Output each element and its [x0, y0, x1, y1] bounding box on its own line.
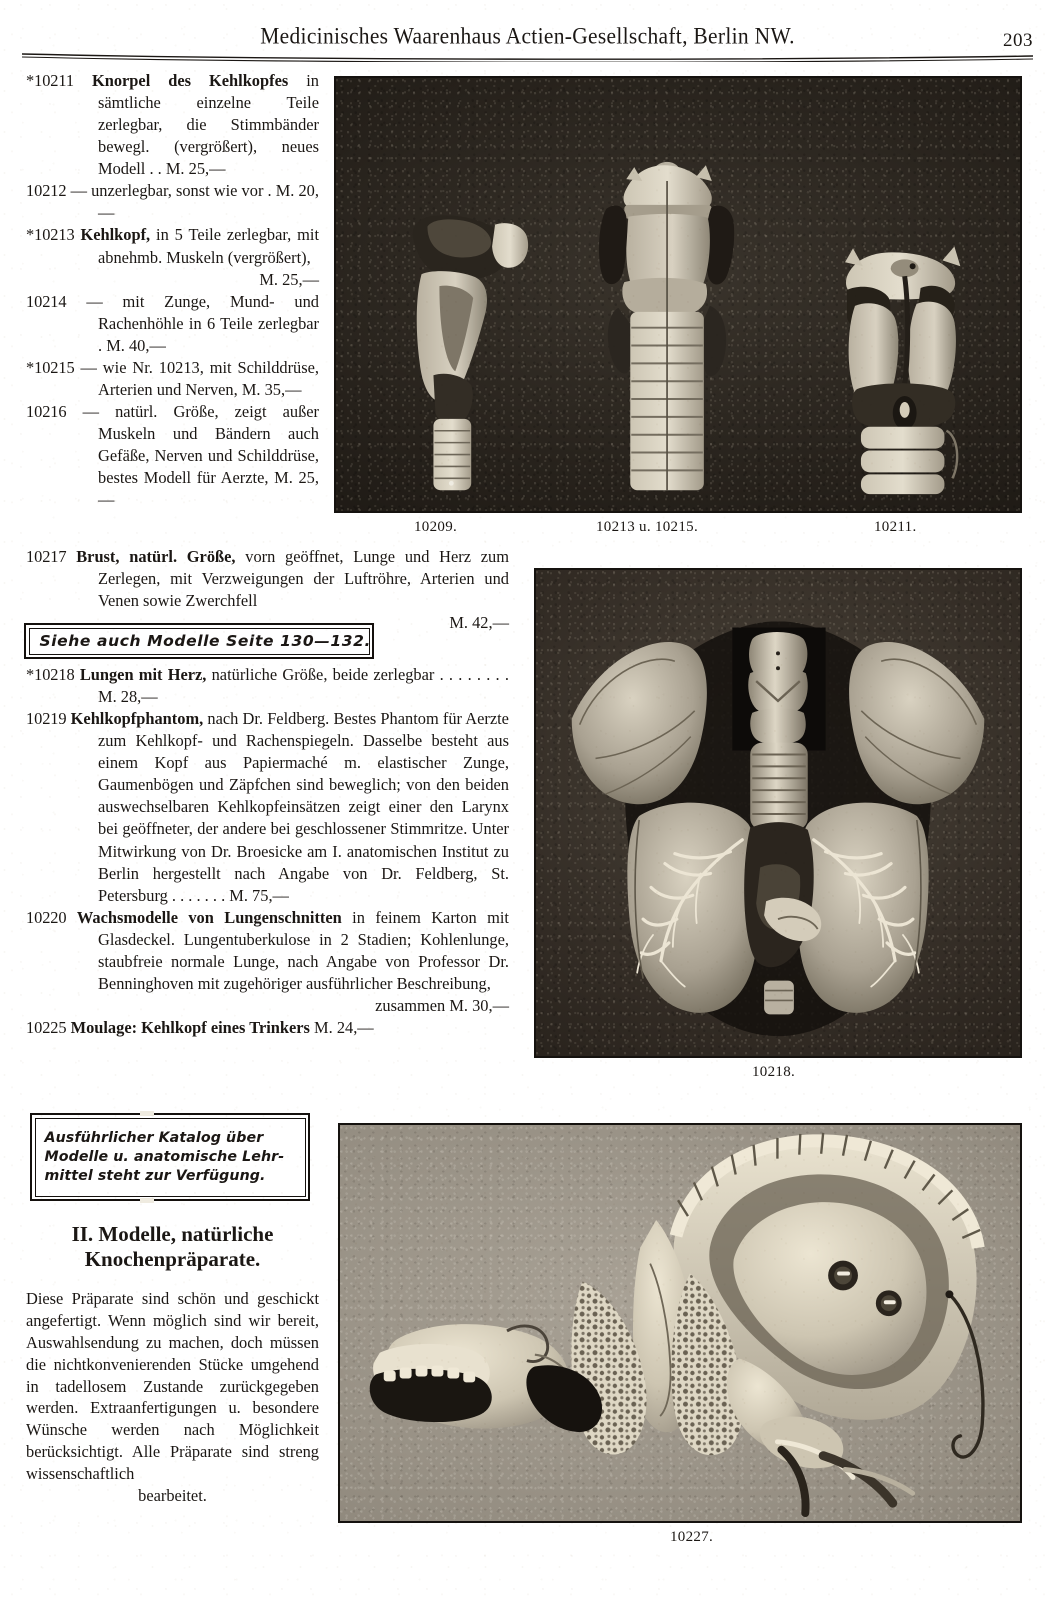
box-border-break-bottom: [140, 1198, 154, 1203]
catalog-column-wide-bottom: [26, 664, 509, 1039]
entry-number: 10225: [26, 1018, 67, 1037]
catalog-entry-10212: [26, 180, 319, 224]
entry-title: Knorpel des Kehlkopfes: [91, 71, 289, 90]
running-head-title: Medicinisches Waarenhaus Actien-Gesellschaft, Berlin NW.: [260, 23, 795, 49]
entry-number: 10214: [26, 291, 67, 311]
entry-title: Lungen mit Herz,: [79, 665, 207, 684]
catalog-entry-10215: [26, 357, 319, 401]
entry-body: in 5 Teile zerlegbar, mit abnehmb. Muskeln (vergrößert),: [98, 225, 319, 267]
entry-body: — natürl. Größe, zeigt außer Muskeln und Bändern auch Gefäße, Nerven und Schilddrüse, bestes Modell für Aerzte,: [82, 401, 320, 488]
entry-price: M. 24,—: [314, 1018, 374, 1037]
entry-price: M. 42,—: [449, 613, 509, 633]
entry-body: nach Dr. Feldberg. Bestes Phantom für Aerzte zum Kehlkopf- und Rachenspiegeln. Dasselbe besteht aus einem Kopf aus Papiermaché m. elastischer Zunge, Gaumenbögen und Zäpfchen sind beweglich; von den beiden auswechselbaren Kehlkopfeinsätzen zeigt einer den Larynx bei geöffneter, der andere bei geschlossener Stimmritze. Unter Mitwirkung von Dr. Broesicke am I. anatomischen Institut zu Berlin hergestellt nach Angabe von Dr. Feldberg, St. Petersburg . . . . . . .: [98, 709, 509, 905]
catalog-entry-10213: [26, 224, 319, 290]
figure-caption-10209: 10209.: [414, 519, 458, 535]
entry-number: *10218: [26, 665, 75, 684]
entry-body: in feinem Karton mit Glasdeckel. Lungentuberkulose in 2 Stadien; Kohlenlunge, staubfreie normale Lunge, nach Angabe von Professor Dr. Benninghoven mit zugehöriger ausführlicher Beschreibung,: [98, 907, 509, 993]
section-heading-line-2: Knochenpräparate.: [84, 1247, 261, 1272]
entry-price: M. 28,—: [98, 687, 158, 707]
entry-price: M. 25,—: [259, 269, 319, 289]
catalog-offer-line-3: mittel steht zur Verfügung.: [44, 1168, 266, 1185]
lung-model-illustration: [536, 570, 1020, 1056]
header-rule: [22, 52, 1033, 62]
box-border-break-top: [140, 1111, 154, 1116]
entry-price: M. 40,—: [106, 335, 166, 355]
entry-number: 10220: [26, 907, 67, 927]
catalog-column-narrow: [26, 70, 319, 511]
entry-body: — wie Nr. 10213, mit Schilddrüse, Arterien und Nerven,: [80, 357, 320, 399]
figure-bone-preparation: [338, 1123, 1022, 1545]
entry-number: 10212: [26, 181, 67, 201]
page-number: 203: [1003, 30, 1033, 51]
catalog-entry-10211: [26, 70, 319, 180]
catalog-offer-line-2: Modelle u. anatomische Lehr-: [44, 1148, 285, 1165]
catalog-entry-10220: [26, 907, 509, 1017]
catalog-column-wide-top: [26, 546, 509, 634]
section-body-text: Diese Präparate sind schön und geschickt angefertigt. Wenn möglich sind wir bereit, Auswahlsendung zu machen, doch müssen die nichtkonvenierenden Stücke umgehend in tadellosem Zustande zurückgegeben werden. Extraanfertigungen u. besondere Wünsche werden nach Möglichkeit berücksichtigt. Alle Präparate sind streng wissenschaftlich: [26, 1289, 319, 1484]
entry-price: M. 35,—: [241, 379, 302, 399]
entry-price: M. 75,—: [229, 885, 289, 905]
section-body-last-line: bearbeitet.: [138, 1486, 207, 1506]
figure-larynx-plate: [334, 76, 1022, 513]
larynx-specimen-10211: [845, 246, 960, 494]
cross-reference-box: [24, 623, 374, 659]
figure-caption-10227: 10227.: [670, 1529, 714, 1545]
figure-caption-10218: 10218.: [752, 1064, 796, 1080]
larynx-specimen-10209: [413, 215, 528, 490]
figure-larynx-models: [334, 76, 1022, 535]
entry-title: Brust, natürl. Größe,: [76, 547, 236, 566]
catalog-entry-10225: [26, 1017, 509, 1039]
catalog-entry-10217: [26, 546, 509, 634]
entry-number: 10219: [26, 709, 67, 729]
figure-caption-10211: 10211.: [874, 519, 917, 535]
entry-body: — unzerlegbar, sonst wie vor .: [70, 181, 272, 201]
figure-lungs-plate: [534, 568, 1022, 1058]
entry-body: — mit Zunge, Mund- und Rachenhöhle in 6 Teile zerlegbar .: [86, 291, 319, 355]
entry-title: Kehlkopf,: [80, 225, 151, 245]
figure-lungs-with-heart: [534, 568, 1022, 1080]
catalog-entry-10214: [26, 291, 319, 357]
entry-body: in sämtliche einzelne Teile zerlegbar, die Stimmbänder bewegl. (vergrößert), neues Modell . .: [98, 71, 319, 179]
section-heading: [26, 1222, 319, 1272]
catalog-entry-10219: [26, 708, 509, 907]
entry-number: *10211: [26, 71, 74, 90]
larynx-specimens-illustration: [336, 78, 1020, 511]
cross-reference-text: Siehe auch Modelle Seite 130—132.: [39, 632, 371, 650]
entry-title: Moulage: Kehlkopf eines Trinkers: [70, 1018, 310, 1037]
section-heading-line-1: II. Modelle, natürliche: [71, 1222, 274, 1246]
catalog-offer-line-1: Ausführlicher Katalog über: [44, 1129, 264, 1146]
entry-number: *10213: [26, 225, 75, 245]
entry-price: zusammen M. 30,—: [375, 995, 509, 1015]
lung-left: [627, 803, 759, 1013]
larynx-top-of-model: [748, 632, 808, 745]
entry-price: M. 20,—: [98, 181, 319, 223]
entry-price: M. 25,—: [165, 159, 226, 179]
entry-number: 10216: [26, 401, 67, 421]
entry-body: natürliche Größe, beide zerlegbar . . . . . . . .: [211, 665, 509, 684]
catalog-entry-10216: [26, 401, 319, 511]
skull-section-illustration: [340, 1125, 1020, 1521]
section-body: [26, 1288, 319, 1507]
catalog-offer-box: [30, 1113, 310, 1201]
entry-title: Wachsmodelle von Lungenschnitten: [76, 907, 342, 927]
running-head: [0, 24, 1055, 49]
entry-title: Kehlkopfphantom,: [70, 709, 204, 729]
entry-price: M. 25,—: [98, 468, 319, 510]
entry-number: *10215: [26, 357, 75, 377]
entry-number: 10217: [26, 547, 67, 566]
figure-caption-10213-10215: 10213 u. 10215.: [596, 519, 698, 535]
catalog-entry-10218: [26, 664, 509, 708]
entry-body: vorn geöffnet, Lunge und Herz zum Zerlegen, mit Verzweigungen der Luftröhre, Arterien und Venen sowie Zwerchfell: [98, 547, 509, 611]
lung-right: [797, 803, 929, 1013]
larynx-specimen-10213-10215: [599, 162, 734, 490]
figure-skull-plate: [338, 1123, 1022, 1523]
